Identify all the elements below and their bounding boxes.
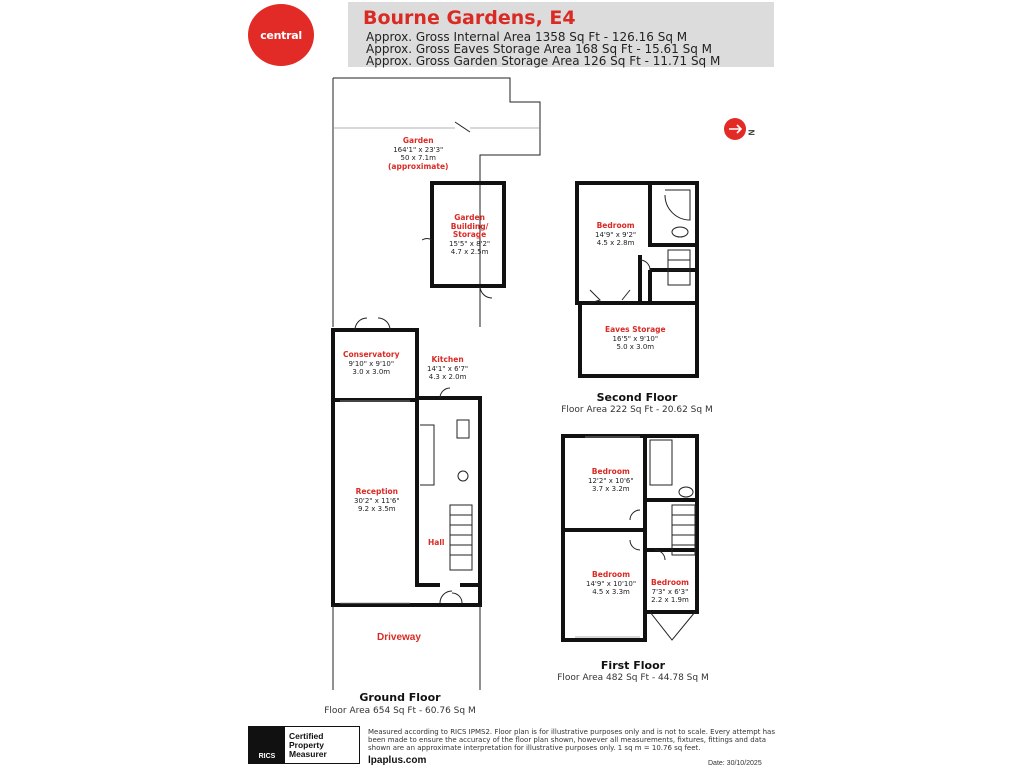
room-dim-metric: 50 x 7.1m bbox=[400, 154, 436, 162]
room-dim-metric: 3.0 x 3.0m bbox=[352, 368, 391, 376]
room-name-line-1: Garden bbox=[454, 213, 485, 222]
room-name-line-2: Building/ bbox=[450, 221, 489, 231]
room-dim-imperial: 14'9" x 10'10" bbox=[586, 579, 637, 588]
first-floor-outline bbox=[563, 436, 697, 640]
room-first-bedroom-1 bbox=[588, 468, 634, 494]
room-name: Reception bbox=[355, 487, 399, 496]
room-dim-metric: 2.2 x 1.9m bbox=[651, 596, 689, 604]
room-dim-metric: 9.2 x 3.5m bbox=[357, 505, 396, 513]
room-name: Bedroom bbox=[651, 578, 689, 587]
room-dim-metric: 4.5 x 2.8m bbox=[596, 239, 635, 247]
room-second-bedroom bbox=[595, 222, 636, 248]
room-dim-imperial: 12'2" x 10'6" bbox=[588, 476, 634, 485]
room-dim-metric: 3.7 x 3.2m bbox=[591, 485, 630, 493]
driveway-label: Driveway bbox=[377, 632, 421, 643]
first-floor-area: Floor Area 482 Sq Ft - 44.78 Sq M bbox=[557, 673, 709, 683]
second-floor-title: Second Floor bbox=[596, 391, 678, 404]
room-dim-metric: 4.7 x 2.5m bbox=[450, 248, 489, 256]
room-dim-imperial: 30'2" x 11'6" bbox=[354, 496, 400, 505]
room-dim-imperial: 9'10" x 9'10" bbox=[348, 359, 395, 368]
room-reception bbox=[354, 488, 400, 514]
room-name: Bedroom bbox=[596, 221, 635, 230]
rics-badge bbox=[248, 726, 360, 764]
rics-logo-text: RICS bbox=[258, 753, 276, 760]
room-dim-imperial: 14'9" x 9'2" bbox=[595, 230, 637, 239]
room-name-line-3: Storage bbox=[452, 230, 487, 239]
rics-badge-text bbox=[285, 732, 327, 759]
room-name: Eaves Storage bbox=[605, 325, 666, 334]
garden-storage-area: Approx. Gross Garden Storage Area 126 Sq Ft - 11.71 Sq M bbox=[366, 54, 721, 68]
room-kitchen bbox=[427, 356, 468, 382]
rics-logo-icon bbox=[249, 727, 285, 763]
room-name: Bedroom bbox=[592, 570, 631, 579]
ground-floor-area: Floor Area 654 Sq Ft - 60.76 Sq M bbox=[324, 706, 476, 716]
room-name: Garden bbox=[402, 136, 434, 145]
room-garden bbox=[388, 137, 448, 171]
plan-date: Date: 30/10/2025 bbox=[708, 760, 762, 767]
room-note: (approximate) bbox=[388, 161, 449, 171]
second-floor-area: Floor Area 222 Sq Ft - 20.62 Sq M bbox=[561, 405, 713, 415]
room-name: Hall bbox=[428, 538, 445, 547]
first-floor-title: First Floor bbox=[600, 659, 666, 672]
room-dim-imperial: 15'5" x 8'2" bbox=[449, 239, 491, 248]
compass-north-label: N bbox=[746, 129, 756, 136]
room-dim-imperial: 16'5" x 9'10" bbox=[612, 334, 659, 343]
room-first-bedroom-2 bbox=[586, 571, 636, 597]
room-dim-metric: 5.0 x 3.0m bbox=[616, 343, 655, 351]
rics-line-3: Measurer bbox=[289, 748, 327, 759]
eaves-storage-area: Approx. Gross Eaves Storage Area 168 Sq Ft - 15.61 Sq M bbox=[366, 42, 713, 56]
room-dim-metric: 4.5 x 3.3m bbox=[592, 588, 630, 596]
room-dim-metric: 4.3 x 2.0m bbox=[428, 373, 467, 381]
room-eaves-storage bbox=[605, 326, 666, 352]
room-conservatory bbox=[343, 351, 400, 377]
room-garden-building bbox=[449, 214, 490, 257]
rics-line-1: Certified bbox=[289, 730, 324, 741]
rics-line-2: Property bbox=[289, 739, 324, 750]
room-name: Kitchen bbox=[431, 355, 464, 364]
room-dim-imperial: 164'1" x 23'3" bbox=[393, 145, 444, 154]
room-hall bbox=[428, 539, 444, 548]
room-name: Conservatory bbox=[343, 350, 400, 359]
website-link[interactable]: lpaplus.com bbox=[368, 755, 427, 766]
property-title: Bourne Gardens, E4 bbox=[363, 7, 576, 29]
brand-logo-text: central bbox=[260, 28, 302, 42]
disclaimer-text: Measured according to RICS IPMS2. Floor plan is for illustrative purposes only and is not to scale. Every attempt has been made to ensure the accuracy of the floor plan shown, however all measurements, fixtures, fittings and data shown are an approximate interpretation for illustrative purposes only. 1 sq m = 10.76 sq feet. bbox=[368, 728, 775, 752]
room-dim-imperial: 7'3" x 6'3" bbox=[651, 587, 689, 596]
room-name: Bedroom bbox=[591, 467, 630, 476]
ground-floor-title: Ground Floor bbox=[359, 691, 441, 704]
room-first-bedroom-3 bbox=[651, 579, 689, 605]
gross-internal-area: Approx. Gross Internal Area 1358 Sq Ft - 126.16 Sq M bbox=[366, 30, 688, 44]
room-dim-imperial: 14'1" x 6'7" bbox=[427, 364, 469, 373]
